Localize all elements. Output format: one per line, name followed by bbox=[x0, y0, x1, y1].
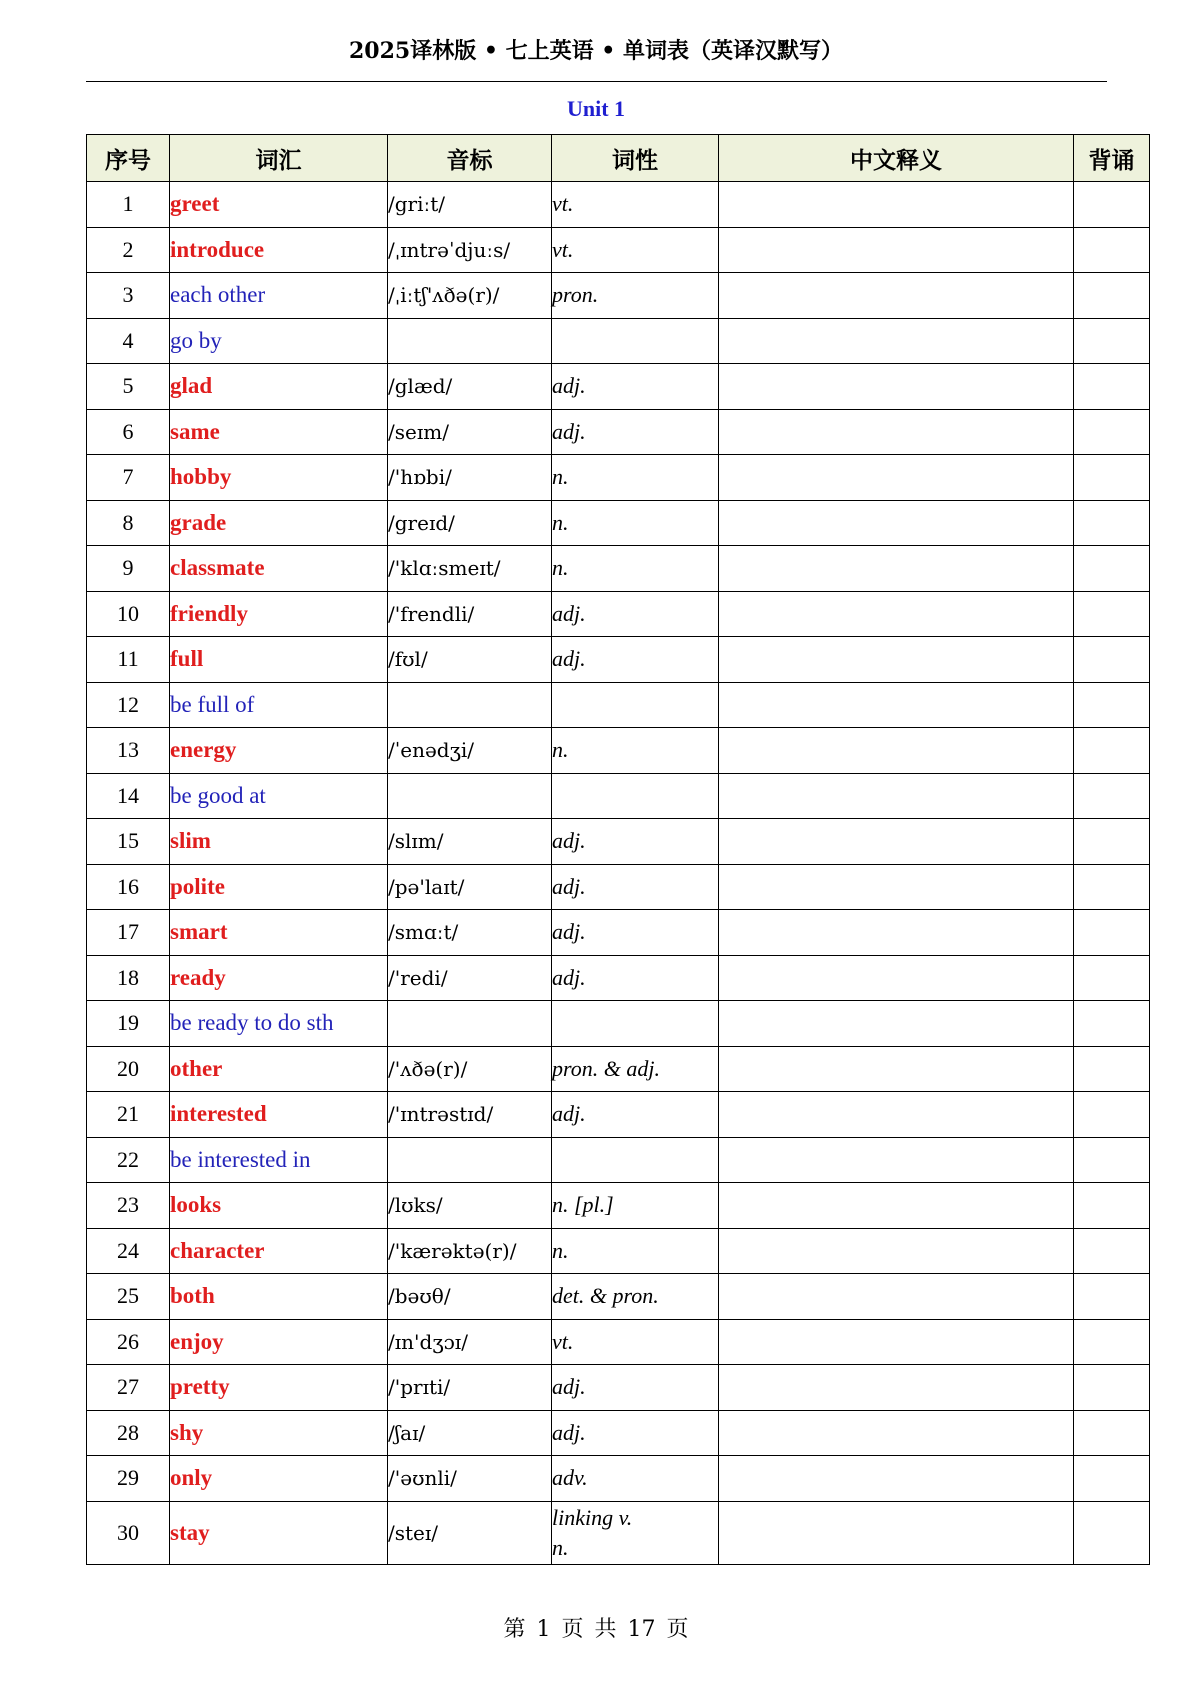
table-row bbox=[87, 318, 1150, 364]
part-of-speech-line: pron. & adj. bbox=[552, 1055, 660, 1081]
part-of-speech-line: linking v. bbox=[552, 1504, 633, 1530]
vocab-word: be full of bbox=[170, 682, 388, 728]
vocab-word: pretty bbox=[170, 1365, 388, 1411]
part-of-speech-line: adj. bbox=[552, 1419, 586, 1445]
part-of-speech bbox=[552, 637, 719, 683]
vocab-word: interested bbox=[170, 1092, 388, 1138]
table-row bbox=[87, 1228, 1150, 1274]
chinese-meaning-blank[interactable] bbox=[719, 182, 1074, 228]
column-header-part-of-speech: 词性 bbox=[552, 135, 719, 182]
recite-check-blank[interactable] bbox=[1074, 728, 1150, 774]
recite-check-blank[interactable] bbox=[1074, 364, 1150, 410]
vocab-word: each other bbox=[170, 273, 388, 319]
chinese-meaning-blank[interactable] bbox=[719, 682, 1074, 728]
recite-check-blank[interactable] bbox=[1074, 1274, 1150, 1320]
part-of-speech bbox=[552, 182, 719, 228]
chinese-meaning-blank[interactable] bbox=[719, 637, 1074, 683]
recite-check-blank[interactable] bbox=[1074, 273, 1150, 319]
phonetic: /smɑːt/ bbox=[388, 910, 552, 956]
phonetic: /'kærəktə(r)/ bbox=[388, 1228, 552, 1274]
row-number: 21 bbox=[87, 1092, 170, 1138]
part-of-speech bbox=[552, 546, 719, 592]
row-number: 3 bbox=[87, 273, 170, 319]
part-of-speech bbox=[552, 819, 719, 865]
vocab-word: classmate bbox=[170, 546, 388, 592]
part-of-speech bbox=[552, 409, 719, 455]
part-of-speech-line: vt. bbox=[552, 191, 574, 217]
part-of-speech bbox=[552, 1319, 719, 1365]
part-of-speech bbox=[552, 591, 719, 637]
recite-check-blank[interactable] bbox=[1074, 1183, 1150, 1229]
column-header-chinese-meaning: 中文释义 bbox=[719, 135, 1074, 182]
row-number: 19 bbox=[87, 1001, 170, 1047]
vocab-word: same bbox=[170, 409, 388, 455]
chinese-meaning-blank[interactable] bbox=[719, 409, 1074, 455]
chinese-meaning-blank[interactable] bbox=[719, 728, 1074, 774]
table-row bbox=[87, 637, 1150, 683]
part-of-speech bbox=[552, 1410, 719, 1456]
part-of-speech-line: n. bbox=[552, 555, 569, 581]
table-row bbox=[87, 182, 1150, 228]
row-number: 29 bbox=[87, 1456, 170, 1502]
row-number: 7 bbox=[87, 455, 170, 501]
part-of-speech bbox=[552, 1365, 719, 1411]
phonetic: /bəʊθ/ bbox=[388, 1274, 552, 1320]
page-header-title: 2025译林版 • 七上英语 • 单词表（英译汉默写） bbox=[349, 38, 843, 64]
recite-check-blank[interactable] bbox=[1074, 1092, 1150, 1138]
column-header-recite: 背诵 bbox=[1074, 135, 1150, 182]
row-number: 12 bbox=[87, 682, 170, 728]
part-of-speech bbox=[552, 910, 719, 956]
vocab-word: go by bbox=[170, 318, 388, 364]
row-number: 16 bbox=[87, 864, 170, 910]
table-row bbox=[87, 819, 1150, 865]
part-of-speech-line: adj. bbox=[552, 600, 586, 626]
table-row bbox=[87, 409, 1150, 455]
row-number: 8 bbox=[87, 500, 170, 546]
vocab-word: shy bbox=[170, 1410, 388, 1456]
vocab-word: introduce bbox=[170, 227, 388, 273]
table-row bbox=[87, 682, 1150, 728]
vocab-word: hobby bbox=[170, 455, 388, 501]
chinese-meaning-blank[interactable] bbox=[719, 955, 1074, 1001]
phonetic: /ˌiːtʃ'ʌðə(r)/ bbox=[388, 273, 552, 319]
chinese-meaning-blank[interactable] bbox=[719, 455, 1074, 501]
phonetic bbox=[388, 318, 552, 364]
recite-check-blank[interactable] bbox=[1074, 637, 1150, 683]
part-of-speech-line: n. [pl.] bbox=[552, 1192, 614, 1218]
vocab-word: both bbox=[170, 1274, 388, 1320]
phonetic bbox=[388, 773, 552, 819]
phonetic: /ʃaɪ/ bbox=[388, 1410, 552, 1456]
table-row bbox=[87, 728, 1150, 774]
chinese-meaning-blank[interactable] bbox=[719, 1183, 1074, 1229]
chinese-meaning-blank[interactable] bbox=[719, 910, 1074, 956]
chinese-meaning-blank[interactable] bbox=[719, 773, 1074, 819]
table-row bbox=[87, 1319, 1150, 1365]
chinese-meaning-blank[interactable] bbox=[719, 819, 1074, 865]
chinese-meaning-blank[interactable] bbox=[719, 1456, 1074, 1502]
phonetic: /'hɒbi/ bbox=[388, 455, 552, 501]
part-of-speech-line: adj. bbox=[552, 373, 586, 399]
part-of-speech-line: adj. bbox=[552, 1101, 586, 1127]
row-number: 28 bbox=[87, 1410, 170, 1456]
row-number: 5 bbox=[87, 364, 170, 410]
part-of-speech-line: adj. bbox=[552, 1374, 586, 1400]
chinese-meaning-blank[interactable] bbox=[719, 273, 1074, 319]
chinese-meaning-blank[interactable] bbox=[719, 1319, 1074, 1365]
recite-check-blank[interactable] bbox=[1074, 182, 1150, 228]
part-of-speech-line: adj. bbox=[552, 418, 586, 444]
part-of-speech-line: n. bbox=[552, 737, 569, 763]
phonetic: /griːt/ bbox=[388, 182, 552, 228]
vocab-word: only bbox=[170, 1456, 388, 1502]
table-row bbox=[87, 273, 1150, 319]
part-of-speech bbox=[552, 1501, 719, 1564]
part-of-speech bbox=[552, 1456, 719, 1502]
chinese-meaning-blank[interactable] bbox=[719, 864, 1074, 910]
recite-check-blank[interactable] bbox=[1074, 318, 1150, 364]
part-of-speech bbox=[552, 227, 719, 273]
recite-check-blank[interactable] bbox=[1074, 773, 1150, 819]
row-number: 23 bbox=[87, 1183, 170, 1229]
row-number: 18 bbox=[87, 955, 170, 1001]
recite-check-blank[interactable] bbox=[1074, 1319, 1150, 1365]
phonetic: /seɪm/ bbox=[388, 409, 552, 455]
table-row bbox=[87, 1092, 1150, 1138]
phonetic: /pə'laɪt/ bbox=[388, 864, 552, 910]
phonetic: /lʊks/ bbox=[388, 1183, 552, 1229]
chinese-meaning-blank[interactable] bbox=[719, 1046, 1074, 1092]
part-of-speech bbox=[552, 728, 719, 774]
part-of-speech bbox=[552, 682, 719, 728]
table-row bbox=[87, 227, 1150, 273]
chinese-meaning-blank[interactable] bbox=[719, 1001, 1074, 1047]
chinese-meaning-blank[interactable] bbox=[719, 546, 1074, 592]
part-of-speech-line: vt. bbox=[552, 236, 574, 262]
table-row bbox=[87, 955, 1150, 1001]
vocab-word: stay bbox=[170, 1501, 388, 1564]
recite-check-blank[interactable] bbox=[1074, 910, 1150, 956]
part-of-speech bbox=[552, 955, 719, 1001]
chinese-meaning-blank[interactable] bbox=[719, 500, 1074, 546]
part-of-speech bbox=[552, 455, 719, 501]
part-of-speech bbox=[552, 364, 719, 410]
phonetic: /'ʌðə(r)/ bbox=[388, 1046, 552, 1092]
chinese-meaning-blank[interactable] bbox=[719, 591, 1074, 637]
phonetic: /glæd/ bbox=[388, 364, 552, 410]
vocab-word: be good at bbox=[170, 773, 388, 819]
phonetic bbox=[388, 1137, 552, 1183]
table-row bbox=[87, 1365, 1150, 1411]
recite-check-blank[interactable] bbox=[1074, 819, 1150, 865]
recite-check-blank[interactable] bbox=[1074, 1501, 1150, 1564]
unit-title: Unit 1 bbox=[566, 96, 626, 121]
chinese-meaning-blank[interactable] bbox=[719, 364, 1074, 410]
row-number: 14 bbox=[87, 773, 170, 819]
phonetic: /'klɑːsmeɪt/ bbox=[388, 546, 552, 592]
part-of-speech bbox=[552, 864, 719, 910]
recite-check-blank[interactable] bbox=[1074, 682, 1150, 728]
part-of-speech bbox=[552, 1137, 719, 1183]
vocab-word: full bbox=[170, 637, 388, 683]
chinese-meaning-blank[interactable] bbox=[719, 1410, 1074, 1456]
table-row bbox=[87, 1456, 1150, 1502]
recite-check-blank[interactable] bbox=[1074, 1410, 1150, 1456]
vocab-word: greet bbox=[170, 182, 388, 228]
part-of-speech-line: det. & pron. bbox=[552, 1283, 659, 1309]
part-of-speech-line: n. bbox=[552, 1237, 569, 1263]
column-header-phonetic: 音标 bbox=[388, 135, 552, 182]
table-row bbox=[87, 1501, 1150, 1564]
recite-check-blank[interactable] bbox=[1074, 591, 1150, 637]
table-row bbox=[87, 500, 1150, 546]
chinese-meaning-blank[interactable] bbox=[719, 1137, 1074, 1183]
vocab-word: looks bbox=[170, 1183, 388, 1229]
chinese-meaning-blank[interactable] bbox=[719, 1365, 1074, 1411]
table-row bbox=[87, 1183, 1150, 1229]
part-of-speech bbox=[552, 1092, 719, 1138]
phonetic: /'prɪti/ bbox=[388, 1365, 552, 1411]
table-row bbox=[87, 546, 1150, 592]
table-row bbox=[87, 1410, 1150, 1456]
phonetic: /'ɪntrəstɪd/ bbox=[388, 1092, 552, 1138]
vocab-word: other bbox=[170, 1046, 388, 1092]
column-header-word: 词汇 bbox=[170, 135, 388, 182]
recite-check-blank[interactable] bbox=[1074, 1046, 1150, 1092]
part-of-speech-line: vt. bbox=[552, 1328, 574, 1354]
recite-check-blank[interactable] bbox=[1074, 227, 1150, 273]
part-of-speech-line: n. bbox=[552, 464, 569, 490]
chinese-meaning-blank[interactable] bbox=[719, 1228, 1074, 1274]
chinese-meaning-blank[interactable] bbox=[719, 1274, 1074, 1320]
recite-check-blank[interactable] bbox=[1074, 955, 1150, 1001]
recite-check-blank[interactable] bbox=[1074, 1456, 1150, 1502]
vocab-word: grade bbox=[170, 500, 388, 546]
part-of-speech-line: adv. bbox=[552, 1465, 588, 1491]
vocab-word: friendly bbox=[170, 591, 388, 637]
table-row bbox=[87, 1274, 1150, 1320]
table-row bbox=[87, 1137, 1150, 1183]
part-of-speech-line: adj. bbox=[552, 873, 586, 899]
vocab-word: be interested in bbox=[170, 1137, 388, 1183]
vocab-word: energy bbox=[170, 728, 388, 774]
part-of-speech bbox=[552, 273, 719, 319]
part-of-speech-line: pron. bbox=[552, 282, 599, 308]
part-of-speech-line: adj. bbox=[552, 964, 586, 990]
recite-check-blank[interactable] bbox=[1074, 546, 1150, 592]
row-number: 26 bbox=[87, 1319, 170, 1365]
table-row bbox=[87, 1046, 1150, 1092]
vocab-word: ready bbox=[170, 955, 388, 1001]
row-number: 4 bbox=[87, 318, 170, 364]
column-header-number: 序号 bbox=[87, 135, 170, 182]
phonetic bbox=[388, 682, 552, 728]
part-of-speech-line: adj. bbox=[552, 646, 586, 672]
table-row bbox=[87, 910, 1150, 956]
part-of-speech-line: n. bbox=[552, 1534, 569, 1560]
phonetic: /ˈenədʒi/ bbox=[388, 728, 552, 774]
row-number: 22 bbox=[87, 1137, 170, 1183]
part-of-speech bbox=[552, 1183, 719, 1229]
vocabulary-table bbox=[86, 134, 1150, 1565]
row-number: 20 bbox=[87, 1046, 170, 1092]
phonetic: /slɪm/ bbox=[388, 819, 552, 865]
part-of-speech bbox=[552, 1274, 719, 1320]
chinese-meaning-blank[interactable] bbox=[719, 227, 1074, 273]
table-row bbox=[87, 364, 1150, 410]
recite-check-blank[interactable] bbox=[1074, 1137, 1150, 1183]
phonetic: /'frendli/ bbox=[388, 591, 552, 637]
phonetic: /fʊl/ bbox=[388, 637, 552, 683]
phonetic bbox=[388, 1001, 552, 1047]
recite-check-blank[interactable] bbox=[1074, 1228, 1150, 1274]
part-of-speech bbox=[552, 1046, 719, 1092]
vocab-word: be ready to do sth bbox=[170, 1001, 388, 1047]
chinese-meaning-blank[interactable] bbox=[719, 1501, 1074, 1564]
row-number: 15 bbox=[87, 819, 170, 865]
chinese-meaning-blank[interactable] bbox=[719, 318, 1074, 364]
recite-check-blank[interactable] bbox=[1074, 500, 1150, 546]
chinese-meaning-blank[interactable] bbox=[719, 1092, 1074, 1138]
table-row bbox=[87, 455, 1150, 501]
row-number: 25 bbox=[87, 1274, 170, 1320]
part-of-speech bbox=[552, 318, 719, 364]
part-of-speech bbox=[552, 773, 719, 819]
part-of-speech bbox=[552, 500, 719, 546]
row-number: 30 bbox=[87, 1501, 170, 1564]
row-number: 17 bbox=[87, 910, 170, 956]
part-of-speech bbox=[552, 1001, 719, 1047]
row-number: 27 bbox=[87, 1365, 170, 1411]
table-row bbox=[87, 773, 1150, 819]
recite-check-blank[interactable] bbox=[1074, 1365, 1150, 1411]
phonetic: /greɪd/ bbox=[388, 500, 552, 546]
phonetic: /ɪn'dʒɔɪ/ bbox=[388, 1319, 552, 1365]
part-of-speech-line: adj. bbox=[552, 919, 586, 945]
vocabulary-table-body bbox=[87, 182, 1150, 1565]
header-divider bbox=[86, 81, 1107, 82]
row-number: 13 bbox=[87, 728, 170, 774]
recite-check-blank[interactable] bbox=[1074, 409, 1150, 455]
row-number: 24 bbox=[87, 1228, 170, 1274]
recite-check-blank[interactable] bbox=[1074, 864, 1150, 910]
phonetic: /'redi/ bbox=[388, 955, 552, 1001]
row-number: 10 bbox=[87, 591, 170, 637]
vocab-word: polite bbox=[170, 864, 388, 910]
table-row bbox=[87, 591, 1150, 637]
row-number: 2 bbox=[87, 227, 170, 273]
table-row bbox=[87, 864, 1150, 910]
row-number: 6 bbox=[87, 409, 170, 455]
row-number: 9 bbox=[87, 546, 170, 592]
table-row bbox=[87, 1001, 1150, 1047]
page-number-footer: 第 1 页 共 17 页 bbox=[503, 1617, 689, 1642]
part-of-speech bbox=[552, 1228, 719, 1274]
vocab-word: enjoy bbox=[170, 1319, 388, 1365]
phonetic: /steɪ/ bbox=[388, 1501, 552, 1564]
vocab-word: glad bbox=[170, 364, 388, 410]
row-number: 11 bbox=[87, 637, 170, 683]
vocab-word: slim bbox=[170, 819, 388, 865]
phonetic: /ˌɪntrəˈdjuːs/ bbox=[388, 227, 552, 273]
vocab-word: smart bbox=[170, 910, 388, 956]
recite-check-blank[interactable] bbox=[1074, 1001, 1150, 1047]
part-of-speech-line: adj. bbox=[552, 828, 586, 854]
row-number: 1 bbox=[87, 182, 170, 228]
phonetic: /'əʊnli/ bbox=[388, 1456, 552, 1502]
table-header-row bbox=[87, 135, 1150, 182]
recite-check-blank[interactable] bbox=[1074, 455, 1150, 501]
part-of-speech-line: n. bbox=[552, 509, 569, 535]
vocab-word: character bbox=[170, 1228, 388, 1274]
